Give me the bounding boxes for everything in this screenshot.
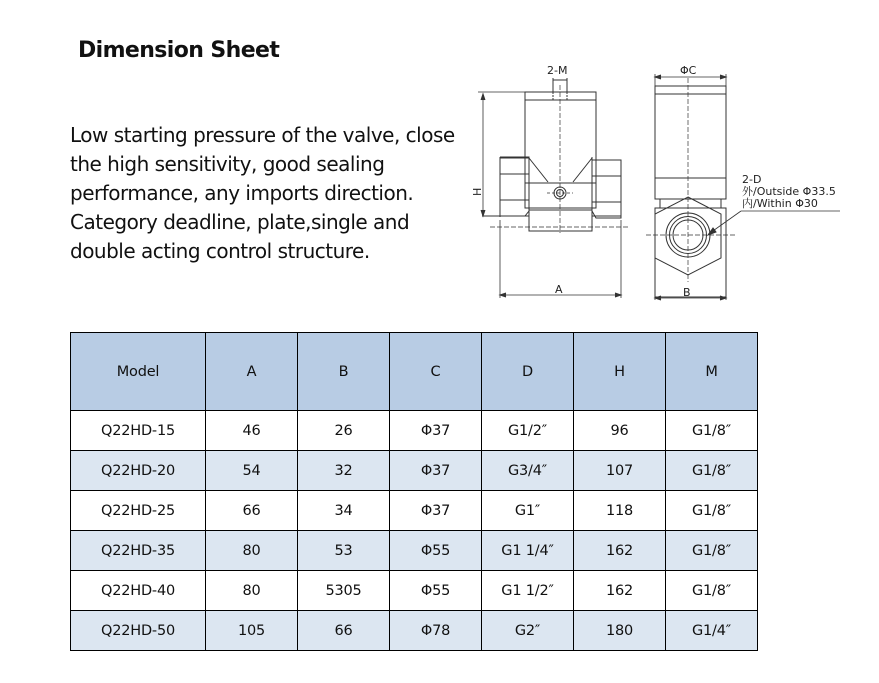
cell-model: Q22HD-40 bbox=[71, 571, 206, 611]
cell-h: 107 bbox=[574, 451, 666, 491]
cell-m: G1/8″ bbox=[666, 491, 758, 531]
cell-b: 5305 bbox=[298, 571, 390, 611]
dimension-table bbox=[70, 332, 758, 651]
cell-a: 80 bbox=[206, 571, 298, 611]
page-title: Dimension Sheet bbox=[78, 38, 280, 63]
cell-a: 46 bbox=[206, 411, 298, 451]
cell-m: G1/8″ bbox=[666, 571, 758, 611]
cell-a: 80 bbox=[206, 531, 298, 571]
header-model: Model bbox=[71, 333, 206, 411]
label-phi-c: ΦC bbox=[680, 64, 697, 77]
header-m: M bbox=[666, 333, 758, 411]
cell-d: G1/2″ bbox=[482, 411, 574, 451]
cell-model: Q22HD-25 bbox=[71, 491, 206, 531]
table-row bbox=[71, 571, 758, 611]
cell-a: 105 bbox=[206, 611, 298, 651]
header-a: A bbox=[206, 333, 298, 411]
cell-b: 53 bbox=[298, 531, 390, 571]
cell-c: Φ37 bbox=[390, 411, 482, 451]
cell-c: Φ37 bbox=[390, 451, 482, 491]
label-a: A bbox=[555, 283, 563, 296]
description-line: performance, any imports direction. bbox=[70, 181, 414, 205]
cell-m: G1/4″ bbox=[666, 611, 758, 651]
table-row bbox=[71, 411, 758, 451]
table-header-row bbox=[71, 333, 758, 411]
table-row bbox=[71, 611, 758, 651]
cell-h: 96 bbox=[574, 411, 666, 451]
header-b: B bbox=[298, 333, 390, 411]
label-b: B bbox=[683, 286, 691, 299]
label-2-m: 2-M bbox=[547, 64, 568, 77]
cell-model: Q22HD-50 bbox=[71, 611, 206, 651]
label-outside: 外/Outside Φ33.5 bbox=[742, 185, 836, 198]
cell-c: Φ55 bbox=[390, 571, 482, 611]
cell-b: 66 bbox=[298, 611, 390, 651]
cell-a: 66 bbox=[206, 491, 298, 531]
cell-model: Q22HD-20 bbox=[71, 451, 206, 491]
description-line: double acting control structure. bbox=[70, 239, 370, 263]
cell-h: 118 bbox=[574, 491, 666, 531]
cell-c: Φ78 bbox=[390, 611, 482, 651]
table-row bbox=[71, 451, 758, 491]
cell-h: 162 bbox=[574, 531, 666, 571]
cell-d: G1 1/2″ bbox=[482, 571, 574, 611]
cell-m: G1/8″ bbox=[666, 451, 758, 491]
description bbox=[70, 121, 470, 266]
cell-h: 162 bbox=[574, 571, 666, 611]
cell-m: G1/8″ bbox=[666, 531, 758, 571]
cell-d: G2″ bbox=[482, 611, 574, 651]
cell-model: Q22HD-35 bbox=[71, 531, 206, 571]
label-h: H bbox=[471, 187, 484, 196]
cell-a: 54 bbox=[206, 451, 298, 491]
description-line: Category deadline, plate,single and bbox=[70, 210, 410, 234]
table-row bbox=[71, 491, 758, 531]
cell-d: G3/4″ bbox=[482, 451, 574, 491]
header-h: H bbox=[574, 333, 666, 411]
cell-c: Φ37 bbox=[390, 491, 482, 531]
table-row bbox=[71, 531, 758, 571]
cell-model: Q22HD-15 bbox=[71, 411, 206, 451]
cell-d: G1″ bbox=[482, 491, 574, 531]
cell-c: Φ55 bbox=[390, 531, 482, 571]
header-c: C bbox=[390, 333, 482, 411]
cell-m: G1/8″ bbox=[666, 411, 758, 451]
valve-dimension-drawing bbox=[470, 60, 850, 310]
cell-b: 32 bbox=[298, 451, 390, 491]
cell-h: 180 bbox=[574, 611, 666, 651]
label-2-d: 2-D bbox=[742, 173, 762, 186]
label-within: 内/Within Φ30 bbox=[742, 197, 818, 210]
valve-drawing-svg bbox=[470, 60, 850, 310]
cell-d: G1 1/4″ bbox=[482, 531, 574, 571]
description-line: Low starting pressure of the valve, close bbox=[70, 123, 455, 147]
cell-b: 26 bbox=[298, 411, 390, 451]
header-d: D bbox=[482, 333, 574, 411]
cell-b: 34 bbox=[298, 491, 390, 531]
description-line: the high sensitivity, good sealing bbox=[70, 152, 385, 176]
